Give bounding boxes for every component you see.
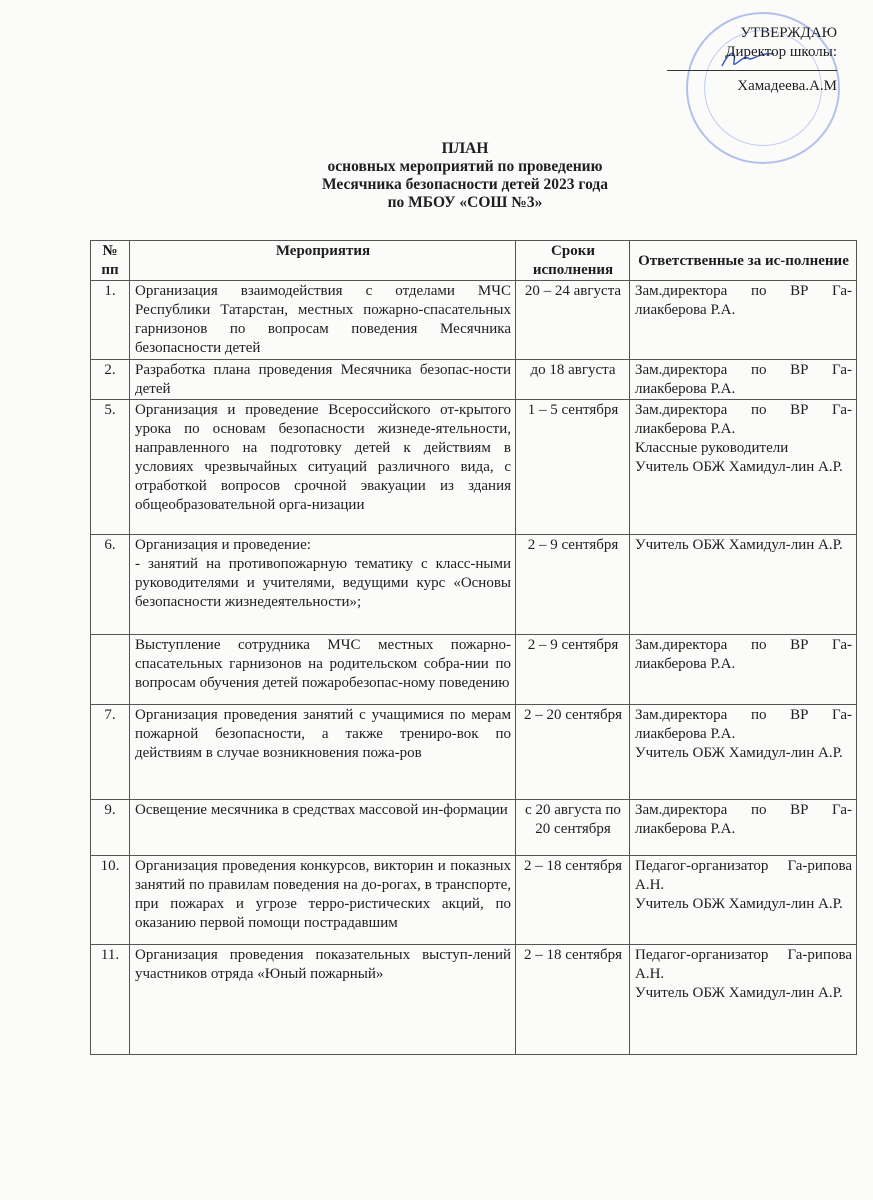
- table-row: [91, 856, 857, 945]
- responsible-cell: [630, 281, 857, 360]
- dates-cell: 2 – 20 сентября: [516, 705, 630, 800]
- responsible-person: Зам.директора по ВР Га-лиакберова Р.А.: [635, 283, 852, 318]
- row-number: 7.: [91, 705, 130, 800]
- header-num: № пп: [91, 241, 130, 281]
- dates-cell: с 20 августа по 20 сентября: [516, 800, 630, 856]
- approval-name: Хамадеева.А.М: [737, 78, 837, 94]
- dates-cell: 2 – 18 сентября: [516, 856, 630, 945]
- document-title: [0, 140, 873, 212]
- responsible-person: Зам.директора по ВР Га-лиакберова Р.А.: [635, 402, 852, 437]
- responsible-person: Учитель ОБЖ Хамидул-лин А.Р.: [635, 537, 843, 553]
- events-table: [90, 240, 857, 1055]
- responsible-person: Зам.директора по ВР Га-лиакберова Р.А.: [635, 362, 852, 397]
- row-number: 6.: [91, 535, 130, 635]
- event-cell: Организация проведения занятий с учащимися по мерам пожарной безопасности, а также трениро-вок по действиям в случае возникновения пожа-ров: [130, 705, 516, 800]
- event-cell: Организация и проведение: - занятий на противопожарную тематику с класс-ными руководителями и учителями, ведущими курс «Основы безопасности жизнедеятельности»;: [130, 535, 516, 635]
- table-row: [91, 800, 857, 856]
- responsible-cell: [630, 635, 857, 705]
- row-number: 11.: [91, 945, 130, 1055]
- dates-cell: 1 – 5 сентября: [516, 400, 630, 535]
- row-number: 5.: [91, 400, 130, 535]
- row-number: [91, 635, 130, 705]
- approval-block: [667, 24, 837, 96]
- table-row: [91, 360, 857, 400]
- event-cell: Разработка плана проведения Месячника безопас-ности детей: [130, 360, 516, 400]
- responsible-cell: [630, 856, 857, 945]
- title-line: основных мероприятий по проведению: [327, 158, 603, 175]
- table-row: [91, 535, 857, 635]
- responsible-person: Педагог-организатор Га-рипова А.Н.: [635, 858, 852, 893]
- title-line: по МБОУ «СОШ №3»: [387, 194, 543, 211]
- dates-cell: 2 – 18 сентября: [516, 945, 630, 1055]
- responsible-cell: [630, 800, 857, 856]
- responsible-cell: [630, 705, 857, 800]
- table-row: [91, 400, 857, 535]
- event-cell: Освещение месячника в средствах массовой ин-формации: [130, 800, 516, 856]
- responsible-cell: [630, 360, 857, 400]
- responsible-person: Зам.директора по ВР Га-лиакберова Р.А.: [635, 707, 852, 742]
- signature-line: [667, 70, 837, 71]
- responsible-person: Учитель ОБЖ Хамидул-лин А.Р.: [635, 985, 843, 1001]
- dates-cell: 2 – 9 сентября: [516, 535, 630, 635]
- responsible-person: Учитель ОБЖ Хамидул-лин А.Р.: [635, 459, 843, 475]
- header-responsible: Ответственные за ис-полнение: [630, 241, 857, 281]
- table-row: [91, 945, 857, 1055]
- row-number: 10.: [91, 856, 130, 945]
- responsible-person: Зам.директора по ВР Га-лиакберова Р.А.: [635, 637, 852, 672]
- responsible-person: Классные руководители: [635, 440, 789, 456]
- title-line: Месячника безопасности детей 2023 года: [322, 176, 608, 193]
- dates-cell: до 18 августа: [516, 360, 630, 400]
- responsible-cell: [630, 945, 857, 1055]
- approval-position: Директор школы:: [725, 44, 837, 60]
- dates-cell: 20 – 24 августа: [516, 281, 630, 360]
- responsible-person: Педагог-организатор Га-рипова А.Н.: [635, 947, 852, 982]
- event-cell: Организация проведения конкурсов, викторин и показных занятий по правилам поведения на до-рогах, в транспорте, при пожарах и угрозе терро-ристических акций, по оказанию первой помощи пострадавшим: [130, 856, 516, 945]
- table-row: [91, 281, 857, 360]
- row-number: 9.: [91, 800, 130, 856]
- responsible-person: Зам.директора по ВР Га-лиакберова Р.А.: [635, 802, 852, 837]
- approval-heading: УТВЕРЖДАЮ: [740, 25, 837, 41]
- row-number: 1.: [91, 281, 130, 360]
- responsible-person: Учитель ОБЖ Хамидул-лин А.Р.: [635, 745, 843, 761]
- event-cell: Выступление сотрудника МЧС местных пожарно-спасательных гарнизонов на родительском собра-нии по вопросам обучения детей пожаробезопас-ному поведению: [130, 635, 516, 705]
- event-cell: Организация и проведение Всероссийского от-крытого урока по основам безопасности жизнеде-ятельности, направленного на подготовку детей к действиям в условиях чрезвычайных ситуаций различного вида, с отработкой вопросов срочной эвакуации из здания общеобразовательной орга-низации: [130, 400, 516, 535]
- header-event: Мероприятия: [130, 241, 516, 281]
- dates-cell: 2 – 9 сентября: [516, 635, 630, 705]
- responsible-cell: [630, 400, 857, 535]
- table-row: [91, 705, 857, 800]
- header-dates: Сроки исполнения: [516, 241, 630, 281]
- event-cell: Организация взаимодействия с отделами МЧС Республики Татарстан, местных пожарно-спасательных гарнизонов по вопросам поведения Месячника безопасности детей: [130, 281, 516, 360]
- row-number: 2.: [91, 360, 130, 400]
- table-row: [91, 635, 857, 705]
- title-line: ПЛАН: [441, 140, 489, 157]
- event-cell: Организация проведения показательных выступ-лений участников отряда «Юный пожарный»: [130, 945, 516, 1055]
- responsible-cell: [630, 535, 857, 635]
- responsible-person: Учитель ОБЖ Хамидул-лин А.Р.: [635, 896, 843, 912]
